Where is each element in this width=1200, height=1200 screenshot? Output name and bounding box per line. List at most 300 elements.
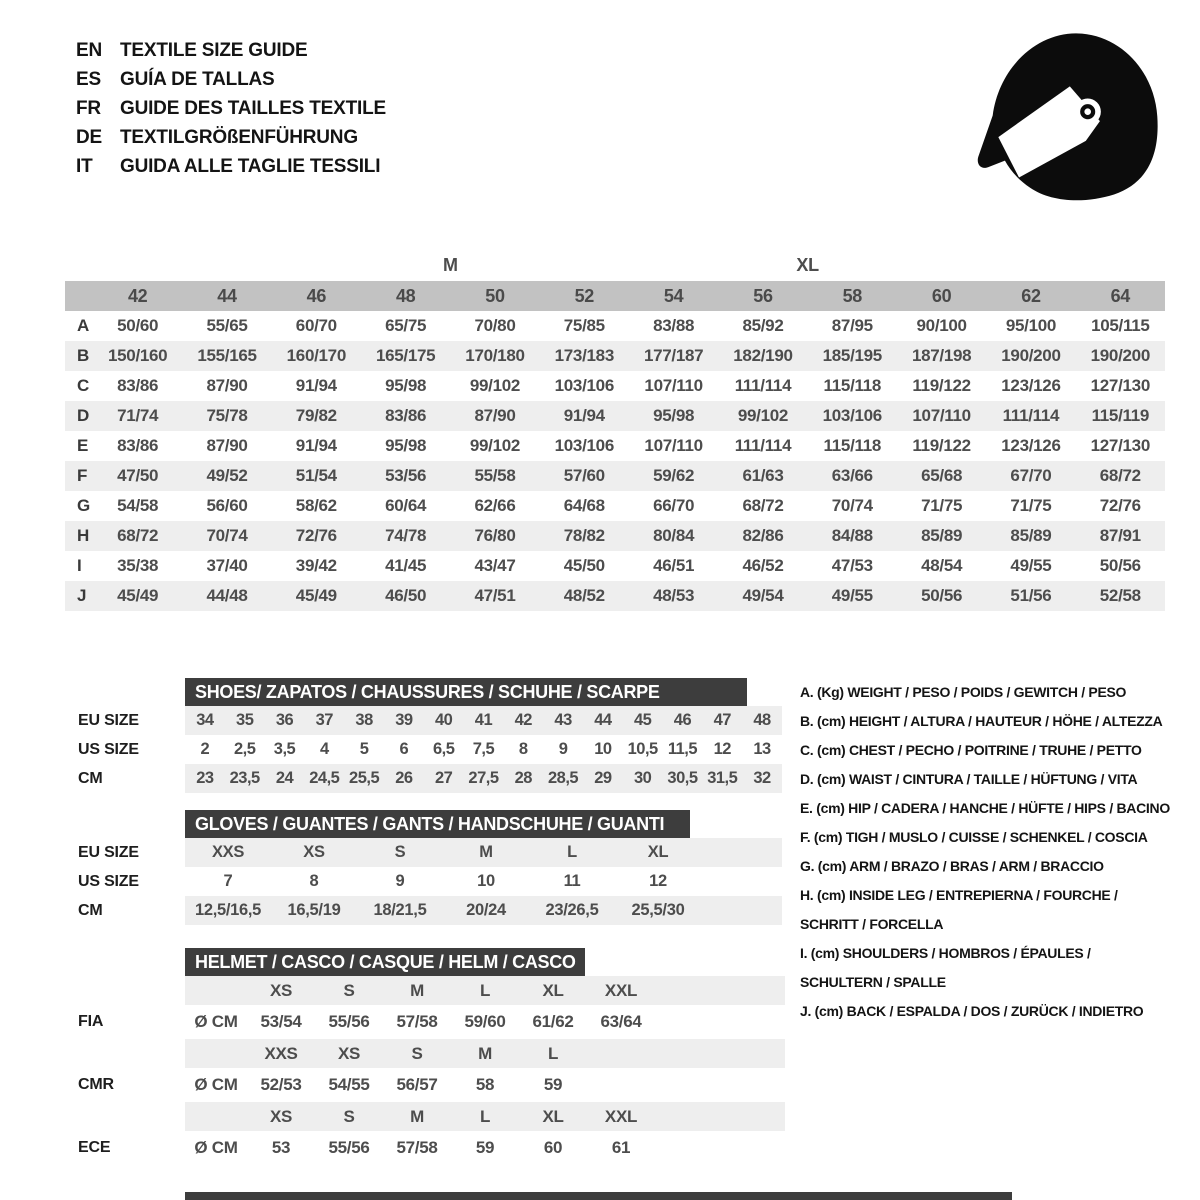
size-value: 56/57	[396, 1075, 438, 1094]
measurement-row	[65, 431, 1165, 461]
row-values	[185, 867, 782, 896]
measurement-row	[65, 401, 1165, 431]
measurement-value: 47/53	[831, 556, 873, 575]
measurement-value: 50/56	[1099, 556, 1141, 575]
legend-item	[800, 707, 1200, 736]
measurement-value: 123/126	[1001, 376, 1061, 395]
size-value: 27	[435, 769, 453, 787]
size-value: 18/21,5	[373, 901, 427, 919]
measurement-value: 60/64	[385, 496, 427, 515]
measurement-value: 87/95	[831, 316, 873, 335]
size-number: 44	[182, 281, 271, 311]
measurement-value: 72/76	[1099, 496, 1141, 515]
size-value: 58	[475, 1075, 495, 1094]
size-value: 57/58	[396, 1138, 438, 1157]
size-value: L	[547, 1043, 559, 1063]
size-value: 10	[477, 872, 495, 890]
measurement-value: 37/40	[206, 556, 248, 575]
measurement-value: 68/72	[1076, 461, 1165, 491]
measurement-value: 111/114	[986, 401, 1075, 431]
standard-label: ECE	[78, 1139, 111, 1156]
measurement-value: 111/114	[734, 376, 792, 395]
size-value: 8	[518, 740, 528, 758]
measurement-value: 85/92	[742, 316, 784, 335]
measurement-value: 45/50	[563, 556, 605, 575]
size-value: 11,5	[667, 740, 698, 758]
size-value: XS	[269, 980, 293, 1000]
helmet-size-row	[65, 1102, 1165, 1131]
measurement-value: 123/126	[1001, 436, 1061, 455]
size-value: 8	[309, 872, 319, 890]
size-value: 43	[554, 711, 572, 729]
language-code: ES	[76, 68, 101, 90]
language-row	[76, 123, 386, 152]
size-value: 28,5	[548, 769, 579, 787]
measurement-value: 35/38	[117, 556, 159, 575]
size-number: 46	[272, 281, 361, 311]
size-number: 62	[986, 281, 1075, 311]
measurement-value: 99/102	[718, 401, 807, 431]
measurement-value: 59/62	[629, 461, 718, 491]
row-label: US SIZE	[78, 872, 139, 890]
measurement-letter: B	[65, 341, 93, 371]
measurement-value: 52/58	[1076, 581, 1165, 611]
measurement-letter: J	[65, 581, 93, 611]
measurement-value: 46/52	[742, 556, 784, 575]
measurement-value: 55/58	[450, 461, 539, 491]
size-value: 9	[395, 872, 405, 890]
measurement-value: 70/80	[474, 316, 516, 335]
measurement-value: 46/51	[653, 556, 695, 575]
measurement-value: 61/63	[718, 461, 807, 491]
bottom-crop-bar	[185, 1192, 1012, 1200]
size-value: 46	[673, 711, 692, 729]
language-code: DE	[76, 126, 102, 148]
size-value: XXS	[264, 1043, 298, 1063]
size-value: M	[478, 1043, 492, 1063]
legend-item	[800, 736, 1200, 765]
language-header	[76, 36, 386, 181]
size-value: 54/55	[328, 1075, 370, 1094]
measurement-value: 87/90	[206, 376, 248, 395]
legend-item	[800, 881, 1200, 939]
size-group-label: L	[540, 250, 719, 281]
size-value: XL	[647, 843, 669, 861]
size-value: XS	[303, 843, 325, 861]
measurement-letter: C	[77, 376, 89, 395]
measurement-value: 103/106	[554, 376, 614, 395]
legend-line: H. (cm) INSIDE LEG / ENTREPIERNA / FOURCHE /	[800, 887, 1118, 903]
size-value: 25,5	[349, 769, 380, 787]
measurement-value: 155/165	[182, 341, 271, 371]
measurement-value: 111/114	[734, 436, 792, 455]
language-title: GUÍA DE TALLAS	[120, 68, 275, 90]
measurement-value: 71/75	[1010, 496, 1052, 515]
diameter-label: Ø CM	[194, 1012, 238, 1031]
size-value: 16,5/19	[287, 901, 341, 919]
size-number: 64	[1076, 281, 1165, 311]
size-value: 55/56	[328, 1138, 370, 1157]
size-value: 5	[359, 740, 369, 758]
measurement-value: 105/115	[1091, 316, 1150, 335]
measurement-row	[65, 551, 1165, 581]
measurement-letter: D	[65, 401, 93, 431]
size-value: XS	[337, 1043, 361, 1063]
size-value: 23,5	[229, 769, 260, 787]
size-value: 10	[594, 740, 612, 758]
measurement-value: 74/78	[361, 521, 450, 551]
measurement-value: 75/85	[563, 316, 605, 335]
measurement-value: 41/45	[385, 556, 427, 575]
size-value: 2	[200, 740, 210, 758]
size-number: 56	[718, 281, 807, 311]
measurement-value: 45/49	[93, 581, 182, 611]
size-value: 34	[196, 711, 214, 729]
row-label: CM	[78, 901, 103, 919]
measurement-value: 150/160	[93, 341, 182, 371]
size-number-row	[65, 281, 1165, 311]
size-group-label: XL	[718, 250, 897, 281]
size-group-row	[65, 250, 1165, 281]
legend-line: I. (cm) SHOULDERS / HOMBROS / ÉPAULES /	[800, 945, 1091, 961]
size-value: 42	[514, 711, 532, 729]
size-value: 53/54	[260, 1012, 302, 1031]
row-values	[185, 1068, 785, 1102]
size-value: XL	[542, 980, 564, 1000]
legend-item	[800, 823, 1200, 852]
size-table	[65, 250, 1165, 611]
measurement-value: 82/86	[718, 521, 807, 551]
size-value: XXL	[604, 980, 638, 1000]
size-value: M	[410, 980, 424, 1000]
measurement-value: 115/118	[823, 436, 882, 455]
measurement-value: 49/55	[808, 581, 897, 611]
measurement-value: 87/90	[450, 401, 539, 431]
size-group-label: S	[182, 250, 361, 281]
racing-helmet-icon	[972, 28, 1162, 202]
row-values	[185, 1102, 785, 1131]
size-number: 50	[450, 281, 539, 311]
measurement-value: 63/66	[808, 461, 897, 491]
size-value: 44	[594, 711, 612, 729]
measurement-row	[65, 311, 1165, 341]
size-value: M	[410, 1106, 424, 1126]
measurement-value: 91/94	[540, 401, 629, 431]
size-value: 12	[713, 740, 731, 758]
language-list	[76, 36, 386, 181]
size-value: 38	[355, 711, 373, 729]
row-values	[185, 764, 782, 793]
standard-label: FIA	[78, 1013, 104, 1030]
size-value: 32	[753, 769, 771, 787]
row-values	[185, 896, 782, 925]
size-value: 61	[611, 1138, 631, 1157]
measurement-value: 87/91	[1076, 521, 1165, 551]
measurement-value: 45/49	[272, 581, 361, 611]
size-value: 6,5	[432, 740, 455, 758]
row-values	[185, 706, 782, 735]
measurement-value: 85/89	[897, 521, 986, 551]
legend-item	[800, 794, 1200, 823]
language-code: IT	[76, 155, 93, 177]
legend-line: F. (cm) TIGH / MUSLO / CUISSE / SCHENKEL / COSCIA	[800, 829, 1148, 845]
size-value: S	[394, 843, 406, 861]
standard-label: CMR	[78, 1076, 114, 1093]
size-value: XL	[542, 1106, 564, 1126]
row-values	[185, 976, 785, 1005]
size-value: 3,5	[273, 740, 296, 758]
measurement-value: 48/53	[629, 581, 718, 611]
size-value: S	[411, 1043, 423, 1063]
size-value: XXL	[604, 1106, 638, 1126]
size-value: 11	[563, 872, 581, 890]
language-code: FR	[76, 97, 101, 119]
size-value: 60	[543, 1138, 563, 1157]
size-number: 54	[629, 281, 718, 311]
measurement-value: 103/106	[808, 401, 897, 431]
size-value: 27,5	[468, 769, 499, 787]
size-number: 48	[361, 281, 450, 311]
legend-line: D. (cm) WAIST / CINTURA / TAILLE / HÜFTUNG / VITA	[800, 771, 1138, 787]
legend-line: E. (cm) HIP / CADERA / HANCHE / HÜFTE / HIPS / BACINO	[800, 800, 1170, 816]
legend-item	[800, 939, 1200, 997]
helmet-title: HELMET / CASCO / CASQUE / HELM / CASCO	[185, 948, 585, 976]
measurement-value: 165/175	[361, 341, 450, 371]
size-value: 7,5	[472, 740, 495, 758]
measurement-value: 99/102	[469, 376, 521, 395]
legend-line: SCHULTERN / SPALLE	[800, 974, 946, 990]
shoes-title: SHOES/ ZAPATOS / CHAUSSURES / SCHUHE / SCARPE	[185, 678, 747, 706]
measurement-value: 99/102	[469, 436, 521, 455]
language-row	[76, 152, 386, 181]
size-value: 28	[514, 769, 532, 787]
row-label: EU SIZE	[78, 843, 139, 861]
size-value: 24,5	[309, 769, 340, 787]
size-value: 12	[649, 872, 667, 890]
measurement-value: 49/54	[718, 581, 807, 611]
language-row	[76, 36, 386, 65]
row-label: EU SIZE	[78, 711, 139, 729]
measurement-row	[65, 341, 1165, 371]
measurement-value: 127/130	[1090, 376, 1150, 395]
measurement-row	[65, 521, 1165, 551]
row-values	[185, 1131, 785, 1165]
size-value: 23/26,5	[545, 901, 599, 919]
measurement-value: 91/94	[295, 376, 337, 395]
language-title: TEXTILGRÖßENFÜHRUNG	[120, 126, 358, 148]
row-values	[185, 1005, 785, 1039]
size-number: 52	[540, 281, 629, 311]
size-value: 59	[543, 1075, 563, 1094]
measurement-value: 127/130	[1090, 436, 1150, 455]
size-value: 52/53	[260, 1075, 302, 1094]
size-value: 55/56	[328, 1012, 370, 1031]
measurement-value: 50/60	[117, 316, 159, 335]
size-value: 20/24	[466, 901, 506, 919]
measurement-value: 177/187	[629, 341, 718, 371]
size-value: S	[343, 980, 355, 1000]
legend-item	[800, 997, 1200, 1026]
measurement-value: 60/70	[295, 316, 337, 335]
measurement-value: 68/72	[742, 496, 784, 515]
size-value: 47	[713, 711, 731, 729]
size-value: 37	[315, 711, 333, 729]
language-title: TEXTILE SIZE GUIDE	[120, 39, 308, 61]
language-title: GUIDA ALLE TAGLIE TESSILI	[120, 155, 381, 177]
measurement-value: 187/198	[897, 341, 986, 371]
measurement-value: 83/86	[361, 401, 450, 431]
measurement-value: 95/98	[385, 376, 427, 395]
row-values	[185, 735, 782, 764]
size-value: 23	[196, 769, 214, 787]
measurement-value: 107/110	[897, 401, 986, 431]
gloves-title: GLOVES / GUANTES / GANTS / HANDSCHUHE / GUANTI	[185, 810, 690, 838]
measurement-value: 57/60	[540, 461, 629, 491]
measurement-value: 185/195	[808, 341, 897, 371]
measurement-row	[65, 581, 1165, 611]
measurement-value: 49/52	[182, 461, 271, 491]
size-value: 31,5	[707, 769, 738, 787]
measurement-value: 78/82	[540, 521, 629, 551]
legend-item	[800, 852, 1200, 881]
language-row	[76, 65, 386, 94]
measurement-value: 71/75	[921, 496, 963, 515]
measurement-value: 83/88	[653, 316, 695, 335]
measurement-value: 49/55	[1010, 556, 1052, 575]
legend-line: A. (Kg) WEIGHT / PESO / POIDS / GEWITCH / PESO	[800, 684, 1127, 700]
legend-line: J. (cm) BACK / ESPALDA / DOS / ZURÜCK / INDIETRO	[800, 1003, 1144, 1019]
measurement-value: 83/86	[117, 376, 159, 395]
size-value: 48	[753, 711, 771, 729]
size-value: 59	[475, 1138, 495, 1157]
measurement-value: 72/76	[272, 521, 361, 551]
measurement-letter: H	[65, 521, 93, 551]
measurement-value: 79/82	[272, 401, 361, 431]
size-value: 39	[395, 711, 413, 729]
size-value: 30,5	[667, 769, 698, 787]
size-value: 40	[435, 711, 453, 729]
language-title: GUIDE DES TAILLES TEXTILE	[120, 97, 386, 119]
measurement-value: 66/70	[653, 496, 695, 515]
measurement-value: 119/122	[912, 376, 971, 395]
measurement-value: 64/68	[563, 496, 605, 515]
helmet-value-row	[65, 1131, 1165, 1165]
size-value: 29	[594, 769, 612, 787]
legend-line: G. (cm) ARM / BRAZO / BRAS / ARM / BRACCIO	[800, 858, 1104, 874]
size-value: L	[479, 1106, 491, 1126]
size-value: XS	[269, 1106, 293, 1126]
size-value: 7	[223, 872, 233, 890]
measurement-value: 65/75	[385, 316, 427, 335]
legend-line: C. (cm) CHEST / PECHO / POITRINE / TRUHE / PETTO	[800, 742, 1142, 758]
size-value: 24	[275, 769, 294, 787]
measurement-value: 58/62	[295, 496, 337, 515]
measurement-value: 71/74	[93, 401, 182, 431]
language-row	[76, 94, 386, 123]
legend-line: B. (cm) HEIGHT / ALTURA / HAUTEUR / HÖHE / ALTEZZA	[800, 713, 1163, 729]
measurement-value: 56/60	[206, 496, 248, 515]
measurement-letter: F	[65, 461, 93, 491]
measurement-value: 103/106	[554, 436, 614, 455]
measurement-value: 47/51	[450, 581, 539, 611]
size-value: 35	[236, 711, 254, 729]
measurement-value: 51/54	[272, 461, 361, 491]
helmet-value-row	[65, 1068, 1165, 1102]
row-label: CM	[78, 769, 103, 787]
measurement-value: 91/94	[295, 436, 337, 455]
helmet-size-row	[65, 1039, 1165, 1068]
size-value: M	[479, 843, 493, 861]
size-value: 12,5/16,5	[194, 901, 262, 919]
size-value: 6	[399, 740, 409, 758]
row-label: US SIZE	[78, 740, 139, 758]
measurement-value: 107/110	[644, 436, 703, 455]
size-value: 26	[395, 769, 413, 787]
size-value: 2,5	[233, 740, 256, 758]
measurement-letter: A	[77, 316, 89, 335]
measurement-value: 65/68	[897, 461, 986, 491]
language-code: EN	[76, 39, 102, 61]
legend-item	[800, 678, 1200, 707]
measurement-value: 115/119	[1076, 401, 1165, 431]
measurement-value: 173/183	[540, 341, 629, 371]
size-number: 42	[93, 281, 182, 311]
measurement-value: 44/48	[182, 581, 271, 611]
measurement-value: 48/52	[540, 581, 629, 611]
size-value: XXS	[211, 843, 245, 861]
measurement-value: 107/110	[644, 376, 703, 395]
size-value: 13	[753, 740, 771, 758]
diameter-label: Ø CM	[194, 1075, 238, 1094]
measurement-legend	[800, 678, 1200, 1026]
legend-line: SCHRITT / FORCELLA	[800, 916, 944, 932]
measurement-value: 62/66	[474, 496, 516, 515]
row-values	[185, 1039, 785, 1068]
measurement-letter: E	[77, 436, 89, 455]
measurement-value: 46/50	[361, 581, 450, 611]
size-group-label: XXL	[897, 250, 1076, 281]
measurement-value: 95/98	[629, 401, 718, 431]
measurement-value: 87/90	[206, 436, 248, 455]
size-value: 53	[271, 1138, 291, 1157]
measurement-value: 50/56	[897, 581, 986, 611]
size-value: 45	[633, 711, 652, 729]
size-value: 59/60	[464, 1012, 506, 1031]
size-value: 41	[474, 711, 493, 729]
legend-item	[800, 765, 1200, 794]
size-value: 4	[319, 740, 329, 758]
measurement-value: 70/74	[182, 521, 271, 551]
size-value: 61/62	[532, 1012, 574, 1031]
diameter-label: Ø CM	[194, 1138, 238, 1157]
measurement-value: 83/86	[117, 436, 159, 455]
measurement-value: 115/118	[823, 376, 882, 395]
size-number: 60	[897, 281, 986, 311]
size-group-label: M	[361, 250, 540, 281]
size-value: S	[343, 1106, 355, 1126]
racing-helmet-svg	[972, 28, 1162, 202]
measurement-value: 43/47	[474, 556, 516, 575]
measurement-row	[65, 491, 1165, 521]
size-number: 58	[808, 281, 897, 311]
measurement-value: 95/98	[385, 436, 427, 455]
measurement-value: 39/42	[295, 556, 337, 575]
measurement-value: 54/58	[117, 496, 159, 515]
size-value: 36	[275, 711, 294, 729]
measurement-value: 90/100	[916, 316, 967, 335]
measurement-value: 84/88	[808, 521, 897, 551]
size-value: 30	[633, 769, 652, 787]
